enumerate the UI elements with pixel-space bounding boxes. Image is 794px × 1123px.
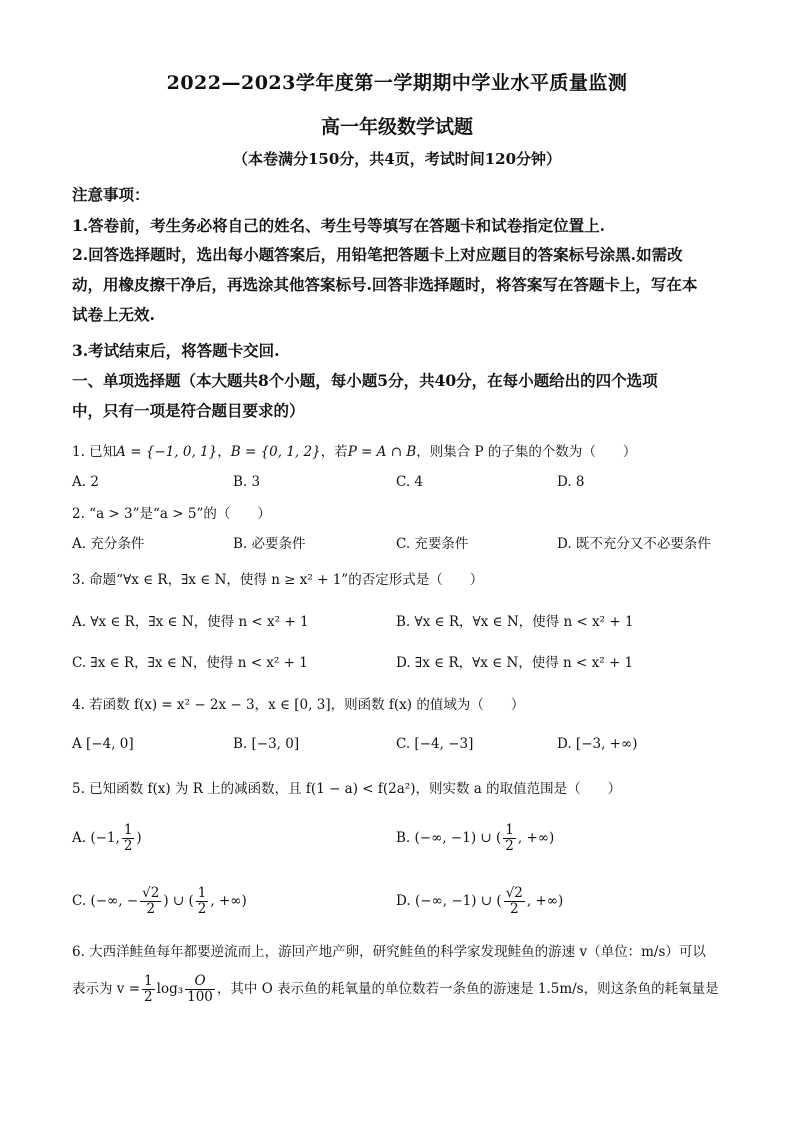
section-heading-line-1: 一、单项选择题（本大题共8个小题，每小题5分，共40分，在每小题给出的四个选项 <box>72 371 658 390</box>
question-1 <box>72 440 732 464</box>
q1-suffix: ，则集合 P 的子集的个数为（ ） <box>416 444 637 460</box>
q5-d-left: (−∞, −1) ∪ ( <box>414 893 502 909</box>
q5-d-den: 2 <box>509 901 519 917</box>
q5-d-num: √2 <box>505 885 523 901</box>
question-6-line-1: 6. 大西洋鲑鱼每年都要逆流而上，游回产地产卵，研究鲑鱼的科学家发现鲑鱼的游速 v（单位：m/s）可以 <box>72 944 706 960</box>
q6-f1-num: 1 <box>144 973 153 989</box>
q5-c-num-2: 1 <box>197 885 207 901</box>
q5-option-d[interactable] <box>396 886 563 917</box>
q5-c-den: 2 <box>146 901 156 917</box>
q1-option-c[interactable]: C. 4 <box>396 474 424 490</box>
notice-item-2-line-1: 2.回答选择题时，选出每小题答案后，用铅笔把答题卡上对应题目的答案标号涂黑.如需改 <box>72 245 683 264</box>
section-heading-line-2: 中，只有一项是符合题目要求的） <box>72 401 305 420</box>
question-3: 3. 命题“∀x ∈ R，∃x ∈ N，使得 n ≥ x² + 1”的否定形式是（ ） <box>72 572 484 588</box>
q1-option-b[interactable]: B. 3 <box>233 474 261 490</box>
exam-title: 2022—2023学年度第一学期期中学业水平质量监测 <box>166 72 628 94</box>
notice-item-3: 3.考试结束后，将答题卡交回. <box>72 341 280 360</box>
q1-cond: P = A ∩ B <box>347 444 417 460</box>
notice-heading: 注意事项： <box>72 185 150 204</box>
q5-b-fraction <box>503 823 516 854</box>
q1-sep: ， <box>217 444 231 460</box>
q5-d-right: , +∞) <box>526 893 564 909</box>
q5-d-fraction <box>504 886 525 917</box>
q5-c-mid: ) ∪ ( <box>163 893 194 909</box>
q5-a-label: A. <box>72 830 87 846</box>
q5-a-left: (−1, <box>90 830 120 846</box>
q5-b-den: 2 <box>505 838 514 854</box>
q5-option-a[interactable] <box>72 823 142 854</box>
q3-option-b[interactable]: B. ∀x ∈ R，∀x ∈ N，使得 n < x² + 1 <box>396 614 634 630</box>
q5-a-right: ) <box>136 830 142 846</box>
q1-set-b: B = {0, 1, 2} <box>230 444 321 460</box>
q6-fraction-2 <box>185 974 215 1005</box>
q5-c-right: , +∞) <box>210 893 247 909</box>
q4-option-b[interactable]: B. [−3, 0] <box>233 736 300 752</box>
section-heading <box>72 366 732 426</box>
q2-option-c[interactable]: C. 充要条件 <box>396 536 469 552</box>
q5-b-left: (−∞, −1) ∪ ( <box>414 830 502 846</box>
q6-post: ，其中 O 表示鱼的耗氧量的单位数若一条鱼的游速是 1.5m/s，则这条鱼的耗氧量是 <box>216 981 719 997</box>
q5-c-label: C. <box>72 893 87 909</box>
q4-option-a[interactable]: A [−4, 0] <box>72 736 134 752</box>
q6-log: log₃ <box>156 981 184 997</box>
q3-option-c[interactable]: C. ∃x ∈ R，∃x ∈ N，使得 n < x² + 1 <box>72 655 308 671</box>
q4-option-d[interactable]: D. [−3, +∞) <box>557 736 638 752</box>
q5-c-fraction-1 <box>140 886 161 917</box>
notice-item-1: 1.答卷前，考生务必将自己的姓名、考生号等填写在答题卡和试卷指定位置上. <box>72 216 606 235</box>
q6-f2-den: 100 <box>187 989 213 1005</box>
q5-b-label: B. <box>396 830 411 846</box>
q5-c-num: √2 <box>142 885 160 901</box>
q5-b-num: 1 <box>505 822 514 838</box>
q2-option-a[interactable]: A. 充分条件 <box>72 536 145 552</box>
q5-c-left: (−∞, − <box>90 893 139 909</box>
question-5: 5. 已知函数 f(x) 为 R 上的减函数，且 f(1 − a) < f(2a²)，则实数 a 的取值范围是（ ） <box>72 781 622 797</box>
q5-d-label: D. <box>396 893 411 909</box>
q5-a-fraction <box>122 823 135 854</box>
q5-a-den: 2 <box>123 838 133 854</box>
q2-option-b[interactable]: B. 必要条件 <box>233 536 306 552</box>
q6-pre: 表示为 v = <box>72 981 141 997</box>
q5-a-num: 1 <box>123 822 133 838</box>
q1-option-d[interactable]: D. 8 <box>557 474 585 490</box>
q1-set-a: A = {−1, 0, 1} <box>116 444 218 460</box>
q5-c-den-2: 2 <box>197 901 207 917</box>
q5-option-b[interactable] <box>396 823 554 854</box>
q6-f2-num: O <box>185 974 215 990</box>
q5-b-right: , +∞) <box>517 830 555 846</box>
q6-f1-den: 2 <box>144 989 153 1005</box>
question-4: 4. 若函数 f(x) = x² − 2x − 3，x ∈ [0, 3]，则函数 f(x) 的值域为（ ） <box>72 697 525 713</box>
notice-item-2 <box>72 240 732 330</box>
notice-item-2-line-2: 动，用橡皮擦干净后，再选涂其他答案标号.回答非选择题时，将答案写在答题卡上，写在本 <box>72 275 698 294</box>
exam-subject: 高一年级数学试题 <box>320 116 473 138</box>
notice-item-2-line-3: 试卷上无效. <box>72 305 155 324</box>
q1-mid: ，若 <box>320 444 348 460</box>
q3-option-a[interactable]: A. ∀x ∈ R，∃x ∈ N，使得 n < x² + 1 <box>72 614 309 630</box>
q2-option-d[interactable]: D. 既不充分又不必要条件 <box>557 536 711 552</box>
exam-info: （本卷满分150分，共4页，考试时间120分钟） <box>232 150 562 168</box>
q5-c-fraction-2 <box>196 886 209 917</box>
q6-fraction-1 <box>142 974 155 1005</box>
question-2: 2. “a > 3”是“a > 5”的（ ） <box>72 506 271 522</box>
question-6-line-2 <box>72 972 732 1006</box>
q3-option-d[interactable]: D. ∃x ∈ R，∀x ∈ N，使得 n < x² + 1 <box>396 655 634 671</box>
q4-option-c[interactable]: C. [−4, −3] <box>396 736 474 752</box>
q5-option-c[interactable] <box>72 886 247 917</box>
q1-prefix: 1. 已知 <box>72 444 117 460</box>
q1-option-a[interactable]: A. 2 <box>72 474 99 490</box>
